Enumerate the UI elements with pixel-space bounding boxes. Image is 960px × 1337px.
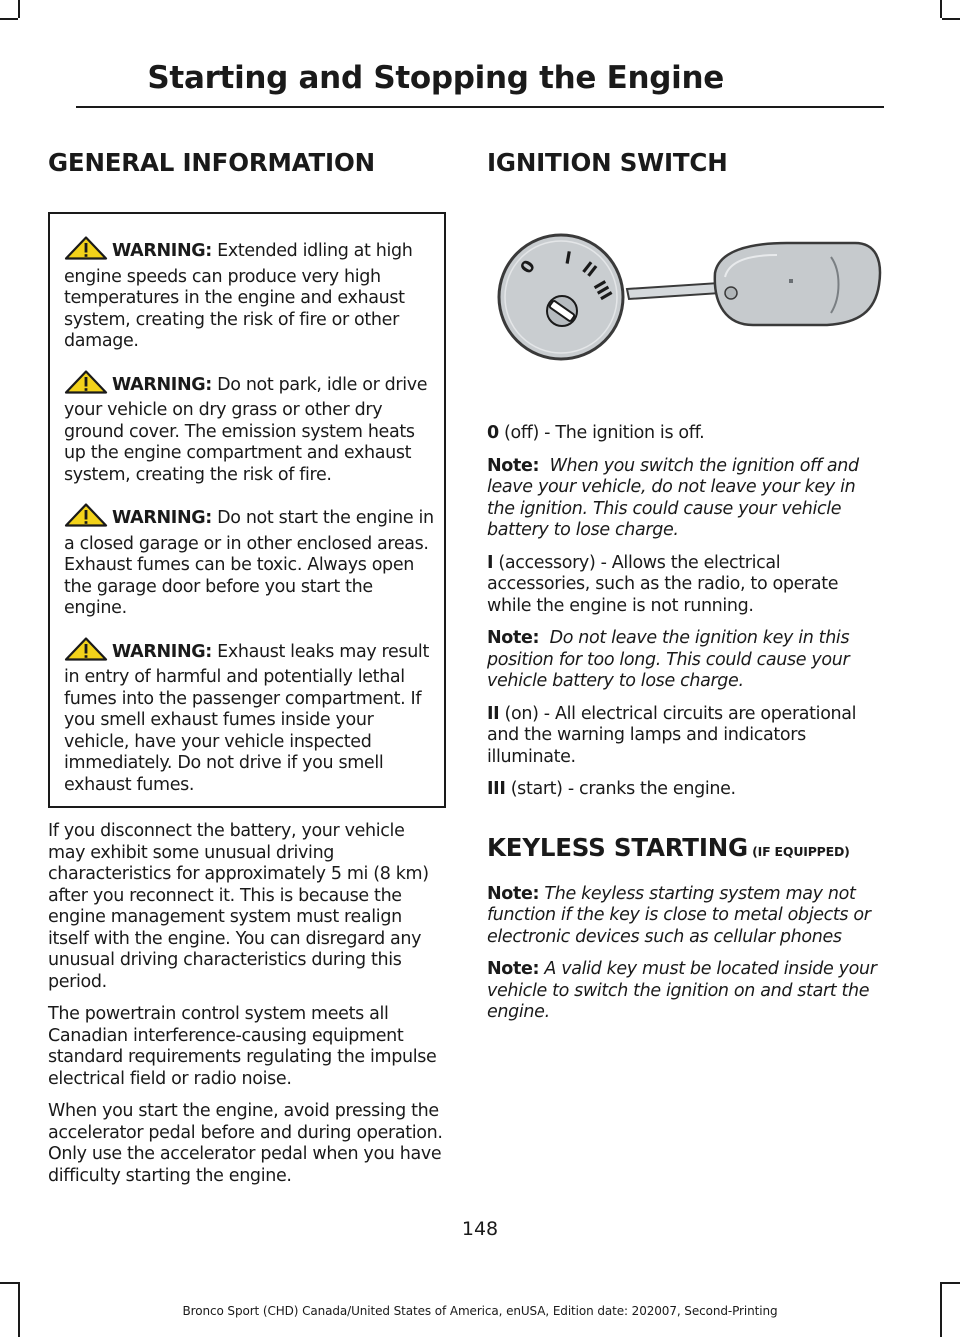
warning-text: Extended idling at high engine speeds can produce very high temperatures in the engine and exhaust system, creating the risk of fire or other damage. bbox=[64, 241, 413, 351]
left-column bbox=[48, 148, 446, 1198]
warning-triangle-icon bbox=[64, 370, 108, 401]
position-label: I bbox=[487, 552, 494, 573]
position-on: II (on) - All electrical circuits are operational and the warning lamps and indicators illuminate. bbox=[487, 703, 857, 767]
ignition-switch-heading: IGNITION SWITCH bbox=[487, 148, 728, 177]
note-paragraph: Note: A valid key must be located inside your vehicle to switch the ignition on and start the engine. bbox=[487, 959, 877, 1022]
warning-label: WARNING: bbox=[112, 374, 212, 395]
note-paragraph: Note: When you switch the ignition off and leave your vehicle, do not leave your key in the ignition. This could cause your vehicle battery to lose charge. bbox=[487, 455, 859, 540]
warning-paragraph bbox=[64, 370, 435, 487]
ignition-switch-figure bbox=[487, 227, 885, 367]
warning-text: Do not start the engine in a closed garage or in other enclosed areas. Exhaust fumes can be toxic. Always open the garage door before you start the engine. bbox=[64, 508, 434, 618]
position-label: 0 bbox=[487, 423, 499, 443]
ignition-key-icon bbox=[487, 227, 885, 367]
warning-paragraph bbox=[64, 637, 435, 797]
position-accessory: I (accessory) - Allows the electrical accessories, such as the radio, to operate while the engine is not running. bbox=[487, 552, 839, 616]
body-paragraph: The powertrain control system meets all Canadian interference-causing equipment standard requirements regulating the impulse electrical field or radio noise. bbox=[48, 1004, 437, 1089]
dial-mark-2: II bbox=[577, 258, 601, 282]
position-label: II bbox=[487, 703, 500, 724]
note-label: Note: bbox=[487, 628, 540, 648]
body-paragraph: If you disconnect the battery, your vehicle may exhibit some unusual driving characteristics for approximately 5 mi (8 km) after you reconnect it. This is because the engine management system must realign itself with the engine. You can disregard any unusual driving characteristics during this period. bbox=[48, 821, 429, 992]
crop-mark bbox=[0, 18, 18, 20]
warning-triangle-icon bbox=[64, 637, 108, 668]
page-header-title: Starting and Stopping the Engine bbox=[147, 60, 724, 96]
general-information-heading: GENERAL INFORMATION bbox=[48, 148, 375, 177]
crop-mark bbox=[0, 1282, 18, 1284]
warning-triangle-icon bbox=[64, 503, 108, 534]
note-label: Note: bbox=[487, 959, 540, 979]
note-paragraph: Note: Do not leave the ignition key in this position for too long. This could cause your vehicle battery to lose charge. bbox=[487, 628, 850, 691]
crop-mark bbox=[940, 0, 942, 18]
warning-paragraph bbox=[64, 503, 435, 620]
page-number: 148 bbox=[461, 1218, 499, 1240]
dial-mark-0: 0 bbox=[516, 256, 540, 278]
if-equipped-label: (IF EQUIPPED) bbox=[747, 843, 850, 859]
crop-mark bbox=[942, 18, 960, 20]
dial-mark-1: I bbox=[563, 248, 573, 270]
body-paragraph: When you start the engine, avoid pressing the accelerator pedal before and during operation. Only use the accelerator pedal when you have difficulty starting the engine. bbox=[48, 1101, 443, 1186]
warning-text: Exhaust leaks may result in entry of harmful and potentially lethal fumes into the passenger compartment. If you smell exhaust fumes inside your vehicle, have your vehicle inspected immediately. Do not drive if you smell exhaust fumes. bbox=[64, 641, 429, 795]
warning-label: WARNING: bbox=[112, 241, 212, 261]
note-label: Note: bbox=[487, 883, 540, 904]
position-label: III bbox=[487, 779, 506, 799]
note-paragraph: Note: The keyless starting system may not function if the key is close to metal objects or electronic devices such as cellular phones bbox=[487, 883, 871, 947]
position-start: III (start) - cranks the engine. bbox=[487, 779, 736, 799]
crop-mark bbox=[18, 0, 20, 18]
position-off: 0 (off) - The ignition is off. bbox=[487, 423, 705, 443]
warning-label: WARNING: bbox=[112, 641, 212, 662]
warning-box bbox=[48, 212, 446, 808]
note-label: Note: bbox=[487, 455, 540, 476]
general-body bbox=[48, 821, 446, 1187]
warning-label: WARNING: bbox=[112, 508, 212, 528]
warning-text: Do not park, idle or drive your vehicle on dry grass or other dry ground cover. The emission system heats up the engine compartment and exhaust system, creating the risk of fire. bbox=[64, 374, 428, 485]
dial-mark-3: III bbox=[588, 277, 616, 304]
right-column bbox=[487, 148, 885, 1035]
keyless-starting-heading: KEYLESS STARTING (IF EQUIPPED) bbox=[487, 832, 850, 862]
footer-edition: Bronco Sport (CHD) Canada/United States of America, enUSA, Edition date: 202007, Second-Printing bbox=[182, 1304, 778, 1318]
header-rule bbox=[76, 106, 884, 108]
warning-paragraph bbox=[64, 236, 435, 353]
warning-triangle-icon bbox=[64, 236, 108, 267]
crop-mark bbox=[942, 1282, 960, 1284]
